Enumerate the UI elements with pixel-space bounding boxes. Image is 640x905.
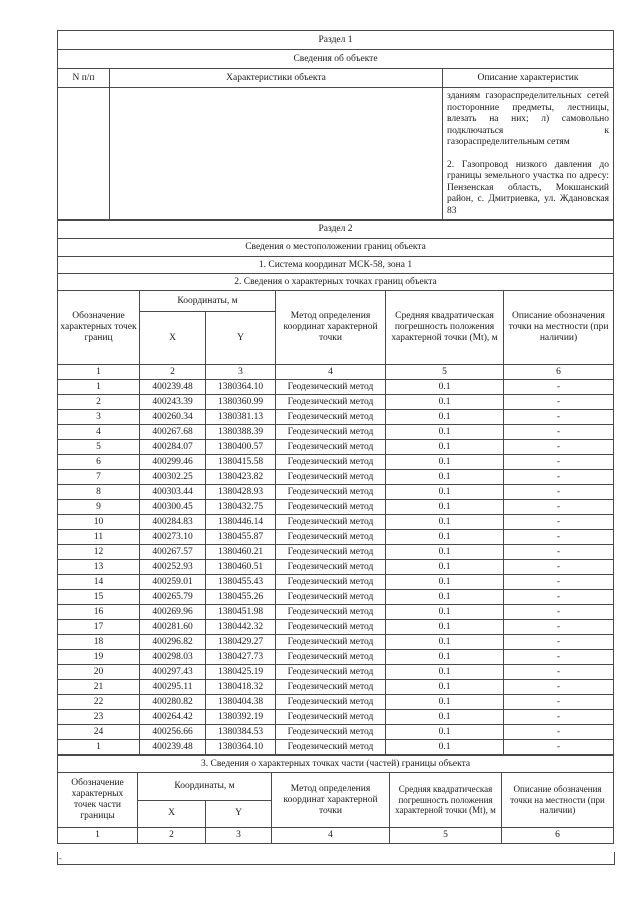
point-x: 400260.34 — [140, 410, 206, 425]
point-method: Геодезический метод — [276, 530, 386, 545]
point-x: 400295.11 — [140, 680, 206, 695]
section2-subtitle: Сведения о местоположении границ объекта — [58, 239, 614, 257]
table-row — [58, 470, 614, 485]
table-row — [58, 380, 614, 395]
table-row — [58, 410, 614, 425]
point-number: 23 — [58, 710, 140, 725]
point-number: 17 — [58, 620, 140, 635]
point-error: 0.1 — [386, 680, 504, 695]
table-row — [58, 545, 614, 560]
point-x: 400284.07 — [140, 440, 206, 455]
y-header: Y — [206, 312, 276, 365]
point-x: 400299.46 — [140, 455, 206, 470]
point-description: - — [504, 665, 614, 680]
table-row — [58, 395, 614, 410]
section3-title: 3. Сведения о характерных точках части (частей) границы объекта — [58, 756, 614, 773]
point-x: 400252.93 — [140, 560, 206, 575]
point-error: 0.1 — [386, 425, 504, 440]
point-x: 400265.79 — [140, 590, 206, 605]
table-row — [58, 695, 614, 710]
point-y: 1380392.19 — [206, 710, 276, 725]
point-number: 1 — [58, 740, 140, 755]
error-header: Средняя квадратическая погрешность положения характерной точки (Mt), м — [386, 291, 504, 365]
point-description: - — [504, 650, 614, 665]
table-row — [58, 500, 614, 515]
point-method: Геодезический метод — [276, 425, 386, 440]
designation-header: Обозначение характерных точек границ — [58, 291, 140, 365]
point-description: - — [504, 545, 614, 560]
point-y: 1380432.75 — [206, 500, 276, 515]
point-y: 1380460.21 — [206, 545, 276, 560]
point-x: 400302.25 — [140, 470, 206, 485]
point-description: - — [504, 605, 614, 620]
point-error: 0.1 — [386, 590, 504, 605]
table-row — [58, 635, 614, 650]
point-method: Геодезический метод — [276, 395, 386, 410]
point-y: 1380364.10 — [206, 740, 276, 755]
point-y: 1380415.58 — [206, 455, 276, 470]
coordinates-header: Координаты, м — [140, 291, 276, 312]
point-number: 21 — [58, 680, 140, 695]
point-error: 0.1 — [386, 380, 504, 395]
point-y: 1380381.13 — [206, 410, 276, 425]
part-column-number: 6 — [502, 828, 614, 844]
point-description: - — [504, 425, 614, 440]
point-y: 1380364.10 — [206, 380, 276, 395]
point-description: - — [504, 680, 614, 695]
point-description: - — [504, 710, 614, 725]
point-x: 400284.83 — [140, 515, 206, 530]
point-x: 400267.57 — [140, 545, 206, 560]
table-row — [58, 440, 614, 455]
point-y: 1380455.43 — [206, 575, 276, 590]
table-row — [58, 665, 614, 680]
tail-mark: - — [59, 854, 62, 863]
point-number: 8 — [58, 485, 140, 500]
point-x: 400269.96 — [140, 605, 206, 620]
point-x: 400280.82 — [140, 695, 206, 710]
point-description: - — [504, 590, 614, 605]
table-row — [58, 485, 614, 500]
point-error: 0.1 — [386, 545, 504, 560]
part-description-header: Описание обозначения точки на местности (при наличии) — [502, 773, 614, 828]
point-method: Геодезический метод — [276, 380, 386, 395]
point-error: 0.1 — [386, 650, 504, 665]
column-number: 6 — [504, 365, 614, 380]
point-x: 400296.82 — [140, 635, 206, 650]
point-error: 0.1 — [386, 530, 504, 545]
part-designation-header: Обозначение характерных точек части границы — [58, 773, 138, 828]
point-number: 16 — [58, 605, 140, 620]
point-number: 24 — [58, 725, 140, 740]
point-number: 19 — [58, 650, 140, 665]
part-y-header: Y — [206, 800, 272, 828]
continued-description-cell — [443, 88, 614, 220]
table-row — [58, 605, 614, 620]
point-y: 1380429.27 — [206, 635, 276, 650]
table-row — [58, 575, 614, 590]
table-row — [58, 530, 614, 545]
point-error: 0.1 — [386, 515, 504, 530]
point-y: 1380427.73 — [206, 650, 276, 665]
point-number: 10 — [58, 515, 140, 530]
point-rows — [58, 380, 614, 755]
point-error: 0.1 — [386, 395, 504, 410]
point-error: 0.1 — [386, 665, 504, 680]
col-number-header: N п/п — [58, 69, 110, 88]
point-description: - — [504, 575, 614, 590]
description-paragraph-2: 2. Газопровод низкого давления до границы земельного участка по адресу: Пензенская область, Мокшанский район, с. Дмитриевка, ул. Ждановская 83 — [447, 159, 609, 216]
point-method: Геодезический метод — [276, 440, 386, 455]
table-row — [58, 740, 614, 755]
point-x: 400264.42 — [140, 710, 206, 725]
point-y: 1380423.82 — [206, 470, 276, 485]
table-row — [58, 710, 614, 725]
point-method: Геодезический метод — [276, 665, 386, 680]
point-method: Геодезический метод — [276, 695, 386, 710]
table-row — [58, 725, 614, 740]
point-description: - — [504, 620, 614, 635]
continued-number-cell — [58, 88, 110, 220]
point-method: Геодезический метод — [276, 605, 386, 620]
point-description: - — [504, 485, 614, 500]
point-method: Геодезический метод — [276, 575, 386, 590]
table-row — [58, 590, 614, 605]
point-x: 400297.43 — [140, 665, 206, 680]
method-header: Метод определения координат характерной точки — [276, 291, 386, 365]
point-error: 0.1 — [386, 440, 504, 455]
part-column-number: 2 — [138, 828, 206, 844]
point-description: - — [504, 395, 614, 410]
table-row — [58, 560, 614, 575]
point-error: 0.1 — [386, 560, 504, 575]
part-column-number: 3 — [206, 828, 272, 844]
point-number: 6 — [58, 455, 140, 470]
point-description-header: Описание обозначения точки на местности (при наличии) — [504, 291, 614, 365]
point-method: Геодезический метод — [276, 740, 386, 755]
point-x: 400300.45 — [140, 500, 206, 515]
point-x: 400259.01 — [140, 575, 206, 590]
point-number: 18 — [58, 635, 140, 650]
column-number: 5 — [386, 365, 504, 380]
point-method: Геодезический метод — [276, 590, 386, 605]
point-number: 1 — [58, 380, 140, 395]
point-y: 1380418.32 — [206, 680, 276, 695]
point-method: Геодезический метод — [276, 410, 386, 425]
point-error: 0.1 — [386, 620, 504, 635]
point-y: 1380460.51 — [206, 560, 276, 575]
point-description: - — [504, 515, 614, 530]
point-method: Геодезический метод — [276, 710, 386, 725]
point-description: - — [504, 695, 614, 710]
point-y: 1380400.57 — [206, 440, 276, 455]
point-y: 1380425.19 — [206, 665, 276, 680]
description-paragraph-1: зданиям газораспределительных сетей посторонние предметы, лестницы, влезать на них; л) самовольно подключаться к газораспределительным сетям — [447, 91, 609, 147]
point-number: 22 — [58, 695, 140, 710]
empty-tail-row — [57, 852, 615, 865]
point-method: Геодезический метод — [276, 635, 386, 650]
point-description: - — [504, 470, 614, 485]
point-error: 0.1 — [386, 740, 504, 755]
point-y: 1380360.99 — [206, 395, 276, 410]
part-column-number: 5 — [390, 828, 502, 844]
point-error: 0.1 — [386, 725, 504, 740]
point-method: Геодезический метод — [276, 725, 386, 740]
part-column-number: 4 — [272, 828, 390, 844]
point-y: 1380455.87 — [206, 530, 276, 545]
point-number: 14 — [58, 575, 140, 590]
point-method: Геодезический метод — [276, 515, 386, 530]
point-error: 0.1 — [386, 695, 504, 710]
point-x: 400267.68 — [140, 425, 206, 440]
continued-characteristics-cell — [110, 88, 443, 220]
column-number: 2 — [140, 365, 206, 380]
point-number: 9 — [58, 500, 140, 515]
point-x: 400273.10 — [140, 530, 206, 545]
point-y: 1380455.26 — [206, 590, 276, 605]
point-method: Геодезический метод — [276, 680, 386, 695]
point-description: - — [504, 380, 614, 395]
point-method: Геодезический метод — [276, 560, 386, 575]
point-error: 0.1 — [386, 410, 504, 425]
part-method-header: Метод определения координат характерной точки — [272, 773, 390, 828]
section1-table — [57, 30, 614, 220]
point-error: 0.1 — [386, 485, 504, 500]
point-y: 1380446.14 — [206, 515, 276, 530]
section3-table — [57, 755, 614, 844]
point-method: Геодезический метод — [276, 620, 386, 635]
point-error: 0.1 — [386, 455, 504, 470]
x-header: X — [140, 312, 206, 365]
point-y: 1380388.39 — [206, 425, 276, 440]
point-description: - — [504, 440, 614, 455]
point-y: 1380404.38 — [206, 695, 276, 710]
points-title: 2. Сведения о характерных точках границ объекта — [58, 274, 614, 291]
table-row — [58, 620, 614, 635]
point-description: - — [504, 455, 614, 470]
point-description: - — [504, 740, 614, 755]
point-number: 11 — [58, 530, 140, 545]
table-row — [58, 680, 614, 695]
point-method: Геодезический метод — [276, 650, 386, 665]
point-number: 7 — [58, 470, 140, 485]
point-error: 0.1 — [386, 470, 504, 485]
point-error: 0.1 — [386, 575, 504, 590]
section1-subtitle: Сведения об объекте — [58, 50, 614, 69]
point-x: 400281.60 — [140, 620, 206, 635]
point-description: - — [504, 725, 614, 740]
point-x: 400239.48 — [140, 380, 206, 395]
point-description: - — [504, 500, 614, 515]
column-number: 4 — [276, 365, 386, 380]
section2-table — [57, 220, 614, 755]
table-row — [58, 425, 614, 440]
point-number: 2 — [58, 395, 140, 410]
part-coordinates-header: Координаты, м — [138, 773, 272, 801]
point-number: 13 — [58, 560, 140, 575]
point-method: Геодезический метод — [276, 545, 386, 560]
table-row — [58, 455, 614, 470]
point-x: 400243.39 — [140, 395, 206, 410]
point-error: 0.1 — [386, 500, 504, 515]
part-error-header: Средняя квадратическая погрешность положения характерной точки (Mt), м — [390, 773, 502, 828]
point-x: 400303.44 — [140, 485, 206, 500]
col-characteristics-header: Характеристики объекта — [110, 69, 443, 88]
point-x: 400298.03 — [140, 650, 206, 665]
point-error: 0.1 — [386, 635, 504, 650]
point-method: Геодезический метод — [276, 500, 386, 515]
point-method: Геодезический метод — [276, 470, 386, 485]
point-number: 15 — [58, 590, 140, 605]
part-column-number: 1 — [58, 828, 138, 844]
point-error: 0.1 — [386, 710, 504, 725]
point-number: 12 — [58, 545, 140, 560]
point-number: 4 — [58, 425, 140, 440]
point-method: Геодезический метод — [276, 485, 386, 500]
col-description-header: Описание характеристик — [443, 69, 614, 88]
point-y: 1380451.98 — [206, 605, 276, 620]
point-error: 0.1 — [386, 605, 504, 620]
point-description: - — [504, 560, 614, 575]
point-y: 1380384.53 — [206, 725, 276, 740]
column-number: 1 — [58, 365, 140, 380]
part-x-header: X — [138, 800, 206, 828]
point-x: 400256.66 — [140, 725, 206, 740]
point-number: 3 — [58, 410, 140, 425]
point-description: - — [504, 530, 614, 545]
point-description: - — [504, 410, 614, 425]
point-y: 1380428.93 — [206, 485, 276, 500]
document-page — [57, 30, 613, 844]
point-number: 5 — [58, 440, 140, 455]
column-number: 3 — [206, 365, 276, 380]
point-method: Геодезический метод — [276, 455, 386, 470]
section1-title: Раздел 1 — [58, 31, 614, 50]
table-row — [58, 515, 614, 530]
point-description: - — [504, 635, 614, 650]
point-number: 20 — [58, 665, 140, 680]
section2-title: Раздел 2 — [58, 221, 614, 239]
coordinate-system: 1. Система координат МСК-58, зона 1 — [58, 257, 614, 274]
point-y: 1380442.32 — [206, 620, 276, 635]
table-row — [58, 650, 614, 665]
point-x: 400239.48 — [140, 740, 206, 755]
